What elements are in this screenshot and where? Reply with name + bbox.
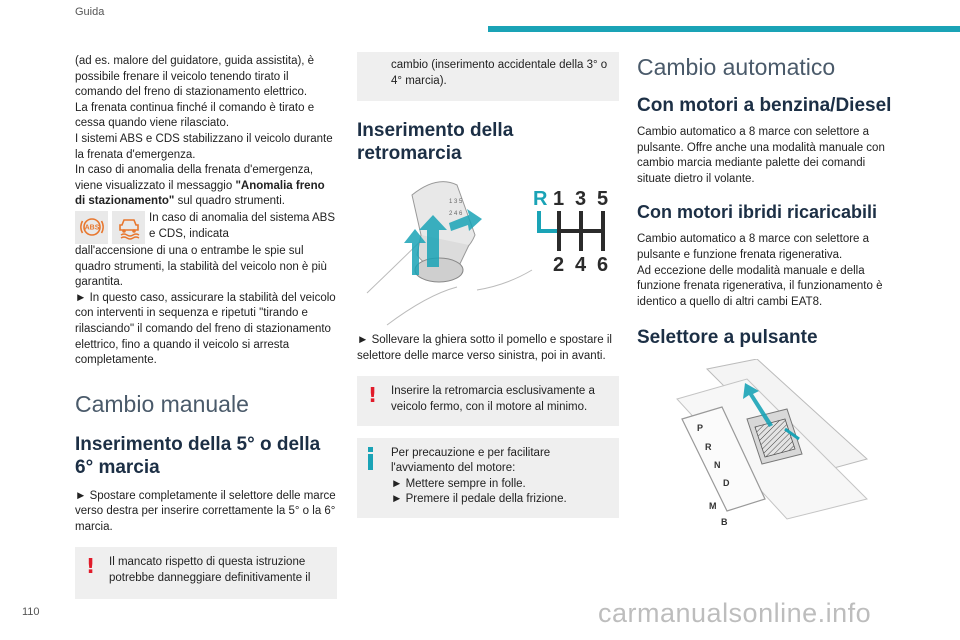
paragraph: La frenata continua finché il comando è tirato e cessa quando viene rilasciato.: [75, 101, 315, 130]
instruction: ► Spostare completamente il selettore delle marce verso destra per inserire correttamente la 5° o la 6° marcia.: [75, 489, 336, 533]
heading-reverse-gear: Inserimento della retromarcia: [357, 120, 514, 165]
paragraph: [75, 163, 337, 210]
gear-label: 5: [597, 188, 609, 211]
selector-letter: M: [709, 501, 717, 512]
warning-box: [75, 547, 337, 598]
gear-label: 4: [575, 254, 587, 276]
selector-letter: P: [697, 423, 704, 434]
info-step: ► Premere il pedale della frizione.: [391, 493, 567, 506]
reverse-label: R: [533, 188, 548, 211]
warning-icon: !: [368, 383, 378, 408]
svg-text:1 3 5: 1 3 5: [449, 199, 463, 206]
button-selector-illustration: [637, 359, 899, 529]
column-1: [75, 54, 337, 599]
selector-letter: R: [705, 442, 712, 453]
message-text: "Anomalia freno di stazionamento": [75, 179, 325, 208]
text: ° marcia: [85, 456, 160, 478]
page-number: 110: [22, 606, 40, 618]
svg-text:2 4 6: 2 4 6: [449, 211, 463, 218]
info-icon: [368, 447, 376, 470]
abs-warning-icon: [75, 211, 108, 244]
instruction: ► Sollevare la ghiera sotto il pomello e spostare il selettore delle marce verso sinistra, poi in avanti.: [357, 334, 612, 362]
heading-manual-gearbox: Cambio manuale: [75, 390, 249, 417]
selector-letter: D: [723, 478, 730, 489]
heading-button-selector: Selettore a pulsante: [637, 327, 818, 349]
gear-label: 2: [553, 254, 565, 276]
column-2: [357, 52, 619, 518]
paragraph: Cambio automatico a 8 marce con selettore a pulsante. Offre anche una modalità manuale con cambio marcia mediante palette dei comandi situate dietro il volante.: [637, 126, 885, 185]
paragraph: dall'accensione di una o entrambe le spie sul quadro strumenti, la stabilità del veicolo non è più garantita.: [75, 244, 327, 289]
text: In caso di anomalia della frenata d'emergenza, viene visualizzato il messaggio: [75, 164, 314, 192]
paragraph: I sistemi ABS e CDS stabilizzano il veicolo durante la frenata d'emergenza.: [75, 132, 333, 161]
heading-plugin-hybrid: Con motori ibridi ricaricabili: [637, 202, 878, 223]
warning-icons-row: [75, 211, 337, 244]
intro-text: (ad es. malore del guidatore, guida assistita), è possibile frenare il veicolo tenendo tirato il comando del freno di stazionamento elettrico.: [75, 55, 315, 99]
text: ° o della: [247, 433, 321, 455]
warning-text: Il mancato rispetto di questa istruzione potrebbe danneggiare definitivamente il: [109, 556, 311, 585]
gear-label: 1: [553, 188, 565, 211]
info-box: [357, 438, 619, 518]
selector-drawing: [637, 359, 899, 529]
selector-letter: N: [714, 460, 721, 471]
gear-label: 6: [597, 254, 609, 276]
info-step: ► Mettere sempre in folle.: [391, 477, 526, 490]
gear-pattern-diagram: [527, 185, 627, 275]
heading-5th-6th-gear: [75, 433, 337, 479]
column-3: [637, 52, 899, 529]
selector-letter: B: [721, 517, 728, 528]
warning-icons: [75, 211, 145, 244]
text: Inserimento della 5: [75, 433, 248, 455]
heading-automatic-gearbox: Cambio automatico: [637, 54, 836, 80]
text: sul quadro strumenti.: [174, 195, 285, 208]
gear-label: 3: [575, 188, 587, 211]
instruction: ► In questo caso, assicurare la stabilità del veicolo con interventi in sequenza e ripetuti "tirando e rilasciando" il comando del freno di stazionamento elettrico, fino a quando il veicolo si arresta completamente.: [75, 291, 336, 367]
info-text: Per precauzione e per facilitare l'avviamento del motore:: [391, 446, 551, 475]
warning-text: cambio (inserimento accidentale della 3° o 4° marcia).: [391, 59, 608, 87]
warning-box-continued: [357, 52, 619, 101]
warning-text: Inserire la retromarcia esclusivamente a veicolo fermo, con il motore al minimo.: [391, 385, 595, 413]
abs-label: ABS: [84, 224, 99, 232]
paragraph: Cambio automatico a 8 marce con selettore a pulsante e funzione frenata rigenerativa.: [637, 233, 870, 261]
heading-petrol-diesel: Con motori a benzina/Diesel: [637, 95, 892, 116]
header-accent-bar: [488, 26, 960, 32]
reverse-gear-illustration: [357, 175, 619, 327]
warning-icon: !: [86, 554, 96, 579]
watermark: carmanualsonline.info: [598, 598, 872, 628]
warning-box: [357, 376, 619, 425]
header-section: Guida: [75, 6, 105, 18]
stability-warning-icon: [112, 211, 145, 244]
text: 6: [75, 456, 86, 478]
paragraph: Ad eccezione delle modalità manuale e della funzione frenata rigenerativa, il funzionamento è identico a quello di altri cambi EAT8.: [637, 264, 883, 308]
icon-text: In caso di anomalia del sistema ABS e CDS, indicata: [149, 211, 336, 240]
